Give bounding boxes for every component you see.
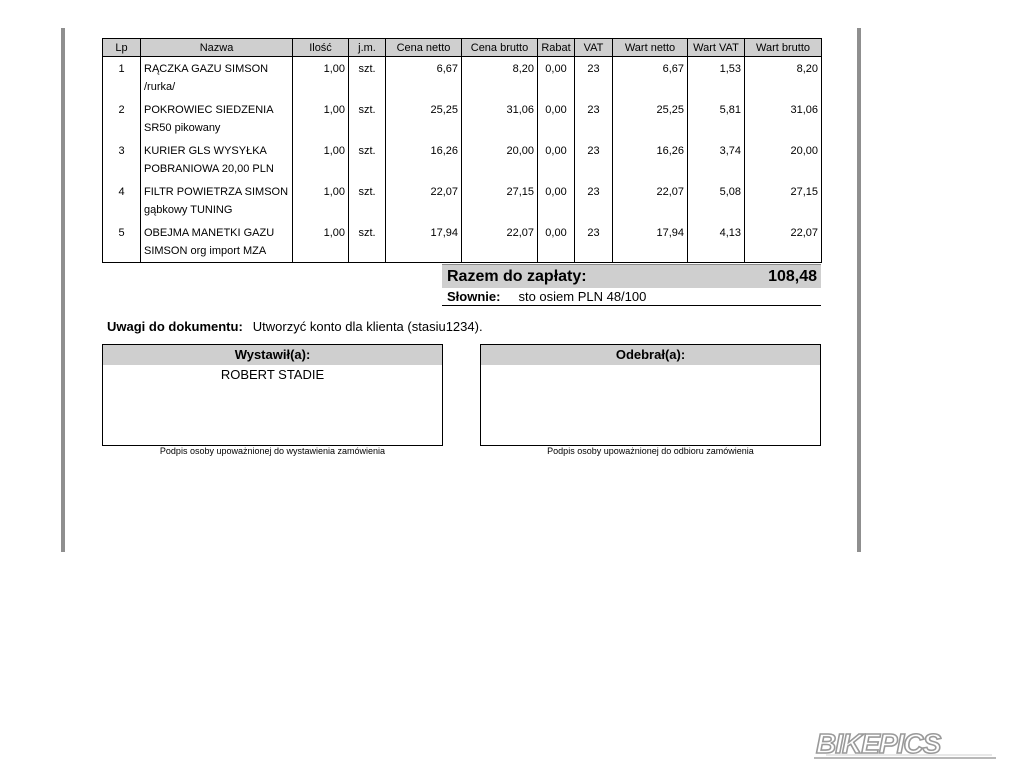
cell-lp: 5 — [103, 221, 141, 263]
received-by-caption: Podpis osoby upoważnionej do odbioru zamówienia — [547, 446, 754, 456]
cell-gross-price: 20,00 — [462, 139, 538, 180]
cell-gross-value: 22,07 — [745, 221, 822, 263]
items-table — [102, 38, 822, 263]
cell-net-value: 17,94 — [613, 221, 688, 263]
cell-lp: 4 — [103, 180, 141, 221]
received-by-box — [480, 344, 821, 446]
cell-vat: 23 — [575, 98, 613, 139]
name-line-1: RĄCZKA GAZU SIMSON — [144, 63, 269, 75]
cell-gross-value: 20,00 — [745, 139, 822, 180]
name-line-1: POKROWIEC SIEDZENIA — [144, 104, 274, 116]
cell-net-value: 25,25 — [613, 98, 688, 139]
cell-net-value: 22,07 — [613, 180, 688, 221]
cell-unit: szt. — [349, 221, 386, 263]
table-row — [103, 139, 822, 180]
cell-name — [141, 180, 293, 221]
col-header-vat: VAT — [575, 39, 613, 57]
col-header-name: Nazwa — [141, 39, 293, 57]
cell-qty: 1,00 — [293, 139, 349, 180]
left-page-border — [61, 28, 65, 552]
cell-unit: szt. — [349, 180, 386, 221]
cell-net-value: 16,26 — [613, 139, 688, 180]
issued-by-caption: Podpis osoby upoważnionej do wystawienia zamówienia — [159, 446, 386, 456]
notes-text: Utworzyć konto dla klienta (stasiu1234). — [252, 319, 483, 334]
cell-name — [141, 139, 293, 180]
name-line-1: FILTR POWIETRZA SIMSON — [144, 186, 289, 198]
cell-vat-value: 1,53 — [688, 57, 745, 99]
table-row — [103, 180, 822, 221]
cell-vat-value: 3,74 — [688, 139, 745, 180]
watermark-text: BIKEPICS — [816, 728, 941, 759]
cell-discount: 0,00 — [538, 180, 575, 221]
cell-vat: 23 — [575, 221, 613, 263]
col-header-gross-price: Cena brutto — [462, 39, 538, 57]
cell-qty: 1,00 — [293, 98, 349, 139]
cell-gross-price: 22,07 — [462, 221, 538, 263]
cell-name — [141, 221, 293, 263]
name-line-2: SR50 pikowany — [144, 122, 221, 134]
cell-net-price: 16,26 — [386, 139, 462, 180]
col-header-qty: Ilość — [293, 39, 349, 57]
table-row — [103, 98, 822, 139]
table-row — [103, 57, 822, 99]
words-label: Słownie: — [447, 289, 501, 304]
cell-gross-value: 31,06 — [745, 98, 822, 139]
col-header-net-value: Wart netto — [613, 39, 688, 57]
cell-qty: 1,00 — [293, 221, 349, 263]
received-by-label: Odebrał(a): — [481, 345, 820, 365]
cell-lp: 2 — [103, 98, 141, 139]
col-header-vat-value: Wart VAT — [688, 39, 745, 57]
total-label: Razem do zapłaty: — [447, 267, 587, 285]
cell-gross-value: 27,15 — [745, 180, 822, 221]
issued-by-name: ROBERT STADIE — [220, 367, 325, 382]
table-row — [103, 221, 822, 263]
col-header-net-price: Cena netto — [386, 39, 462, 57]
col-header-lp: Lp — [103, 39, 141, 57]
cell-lp: 1 — [103, 57, 141, 99]
document-notes — [107, 319, 483, 334]
cell-discount: 0,00 — [538, 57, 575, 99]
col-header-gross-value: Wart brutto — [745, 39, 822, 57]
col-header-unit: j.m. — [349, 39, 386, 57]
cell-name — [141, 57, 293, 99]
cell-vat: 23 — [575, 139, 613, 180]
cell-gross-price: 8,20 — [462, 57, 538, 99]
cell-gross-value: 8,20 — [745, 57, 822, 99]
cell-gross-price: 27,15 — [462, 180, 538, 221]
cell-unit: szt. — [349, 98, 386, 139]
cell-net-price: 25,25 — [386, 98, 462, 139]
name-line-2: /rurka/ — [144, 81, 176, 93]
cell-unit: szt. — [349, 57, 386, 99]
bikepics-watermark-logo — [808, 728, 1002, 760]
cell-qty: 1,00 — [293, 57, 349, 99]
amount-in-words — [442, 288, 821, 306]
name-line-1: OBEJMA MANETKI GAZU — [144, 227, 275, 239]
cell-vat-value: 5,08 — [688, 180, 745, 221]
cell-net-value: 6,67 — [613, 57, 688, 99]
col-header-discount: Rabat — [538, 39, 575, 57]
cell-net-price: 6,67 — [386, 57, 462, 99]
name-line-2: SIMSON org import MZA — [144, 245, 267, 257]
cell-vat: 23 — [575, 180, 613, 221]
cell-name — [141, 98, 293, 139]
cell-unit: szt. — [349, 139, 386, 180]
cell-net-price: 17,94 — [386, 221, 462, 263]
right-page-border — [857, 28, 861, 552]
received-by-name — [481, 365, 820, 367]
total-value: 108,48 — [768, 267, 817, 285]
cell-gross-price: 31,06 — [462, 98, 538, 139]
cell-vat: 23 — [575, 57, 613, 99]
cell-qty: 1,00 — [293, 180, 349, 221]
cell-vat-value: 5,81 — [688, 98, 745, 139]
notes-label: Uwagi do dokumentu: — [107, 319, 243, 334]
cell-discount: 0,00 — [538, 139, 575, 180]
name-line-1: KURIER GLS WYSYŁKA — [144, 145, 267, 157]
table-header-row — [103, 39, 822, 57]
name-line-2: POBRANIOWA 20,00 PLN — [144, 163, 274, 175]
total-bar — [442, 264, 821, 288]
cell-lp: 3 — [103, 139, 141, 180]
cell-net-price: 22,07 — [386, 180, 462, 221]
issued-by-label: Wystawił(a): — [103, 345, 442, 365]
cell-vat-value: 4,13 — [688, 221, 745, 263]
cell-discount: 0,00 — [538, 98, 575, 139]
name-line-2: gąbkowy TUNING — [144, 204, 233, 216]
words-value: sto osiem PLN 48/100 — [518, 289, 647, 304]
issued-by-box — [102, 344, 443, 446]
cell-discount: 0,00 — [538, 221, 575, 263]
